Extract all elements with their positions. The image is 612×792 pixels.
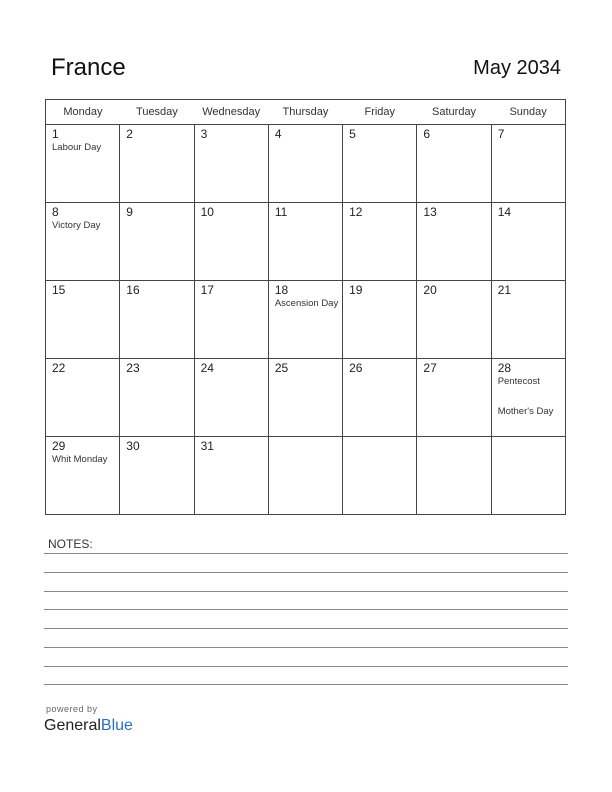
weekday-monday: Monday <box>46 100 120 125</box>
day-cell <box>491 281 565 359</box>
day-number: 8 <box>52 205 59 219</box>
day-cell <box>120 203 194 281</box>
day-cell <box>46 203 120 281</box>
day-cell <box>46 125 120 203</box>
day-number: 26 <box>349 361 363 375</box>
holiday-label: Ascension Day <box>274 298 339 309</box>
day-number: 21 <box>497 283 512 297</box>
day-cell <box>417 203 491 281</box>
day-cell <box>120 437 194 515</box>
day-cell <box>120 281 194 359</box>
day-cell <box>343 281 417 359</box>
day-cell <box>491 203 565 281</box>
day-cell <box>268 359 342 437</box>
day-cell <box>343 437 417 515</box>
week-row <box>46 437 566 515</box>
day-cell <box>268 125 342 203</box>
day-number: 16 <box>126 283 140 297</box>
day-number: 4 <box>274 127 282 141</box>
day-cell <box>46 359 120 437</box>
day-cell <box>417 359 491 437</box>
holiday-label: Mother's Day <box>497 406 554 417</box>
day-cell <box>194 203 268 281</box>
notes-label: NOTES: <box>48 537 93 551</box>
country-title: France <box>51 54 126 81</box>
week-row <box>46 125 566 203</box>
day-number: 31 <box>200 439 214 453</box>
day-cell <box>194 359 268 437</box>
holiday-label: Victory Day <box>52 220 101 231</box>
week-row <box>46 359 566 437</box>
day-cell <box>343 203 417 281</box>
day-cell <box>491 437 565 515</box>
day-number: 15 <box>52 283 66 297</box>
day-number: 2 <box>126 127 133 141</box>
weekday-sunday: Sunday <box>491 100 565 125</box>
day-number: 9 <box>126 205 133 219</box>
generalblue-logo <box>44 717 133 735</box>
brand-blue: Blue <box>100 717 133 734</box>
day-cell <box>194 437 268 515</box>
holiday-label: Labour Day <box>52 142 102 153</box>
day-cell <box>491 359 565 437</box>
day-number: 28 <box>497 361 512 375</box>
day-number: 23 <box>126 361 140 375</box>
day-number: 10 <box>200 205 214 219</box>
day-cell <box>268 203 342 281</box>
day-number: 24 <box>200 361 214 375</box>
day-number: 12 <box>349 205 363 219</box>
day-number: 7 <box>497 127 505 141</box>
weekday-wednesday: Wednesday <box>194 100 268 125</box>
day-cell <box>343 125 417 203</box>
day-number: 1 <box>52 127 59 141</box>
week-row <box>46 203 566 281</box>
day-number: 30 <box>126 439 140 453</box>
day-number: 29 <box>52 439 66 453</box>
weekday-saturday: Saturday <box>417 100 491 125</box>
day-number: 6 <box>423 127 431 141</box>
day-cell <box>268 281 342 359</box>
week-row <box>46 281 566 359</box>
day-number: 13 <box>423 205 437 219</box>
notes-line <box>44 684 568 685</box>
day-cell <box>194 281 268 359</box>
day-cell <box>491 125 565 203</box>
day-number: 3 <box>200 127 208 141</box>
weekday-thursday: Thursday <box>268 100 342 125</box>
notes-line <box>44 628 568 629</box>
day-cell <box>46 437 120 515</box>
day-number: 14 <box>497 205 512 219</box>
weekday-header-row <box>46 100 566 125</box>
month-year-title: May 2034 <box>473 57 561 79</box>
day-cell <box>417 125 491 203</box>
holiday-label: Whit Monday <box>52 454 108 465</box>
day-cell <box>268 437 342 515</box>
day-number: 11 <box>274 205 288 219</box>
day-cell <box>120 359 194 437</box>
weekday-friday: Friday <box>343 100 417 125</box>
day-number: 18 <box>274 283 289 297</box>
holiday-label: Pentecost <box>497 376 540 387</box>
day-cell <box>343 359 417 437</box>
day-cell <box>120 125 194 203</box>
notes-line <box>44 609 568 610</box>
notes-line <box>44 666 568 667</box>
day-cell <box>417 281 491 359</box>
notes-line <box>44 572 568 573</box>
brand-general: General <box>44 717 101 734</box>
day-number: 5 <box>349 127 356 141</box>
weekday-tuesday: Tuesday <box>120 100 194 125</box>
day-number: 19 <box>349 283 363 297</box>
day-number: 27 <box>423 361 437 375</box>
calendar-grid <box>45 99 566 515</box>
day-number: 25 <box>274 361 289 375</box>
day-cell <box>46 281 120 359</box>
powered-by-text: powered by <box>46 704 98 714</box>
day-number: 22 <box>52 361 66 375</box>
notes-line <box>44 647 568 648</box>
day-cell <box>194 125 268 203</box>
notes-line <box>44 591 568 592</box>
day-cell <box>417 437 491 515</box>
day-number: 20 <box>423 283 437 297</box>
notes-line <box>44 553 568 554</box>
day-number: 17 <box>200 283 214 297</box>
